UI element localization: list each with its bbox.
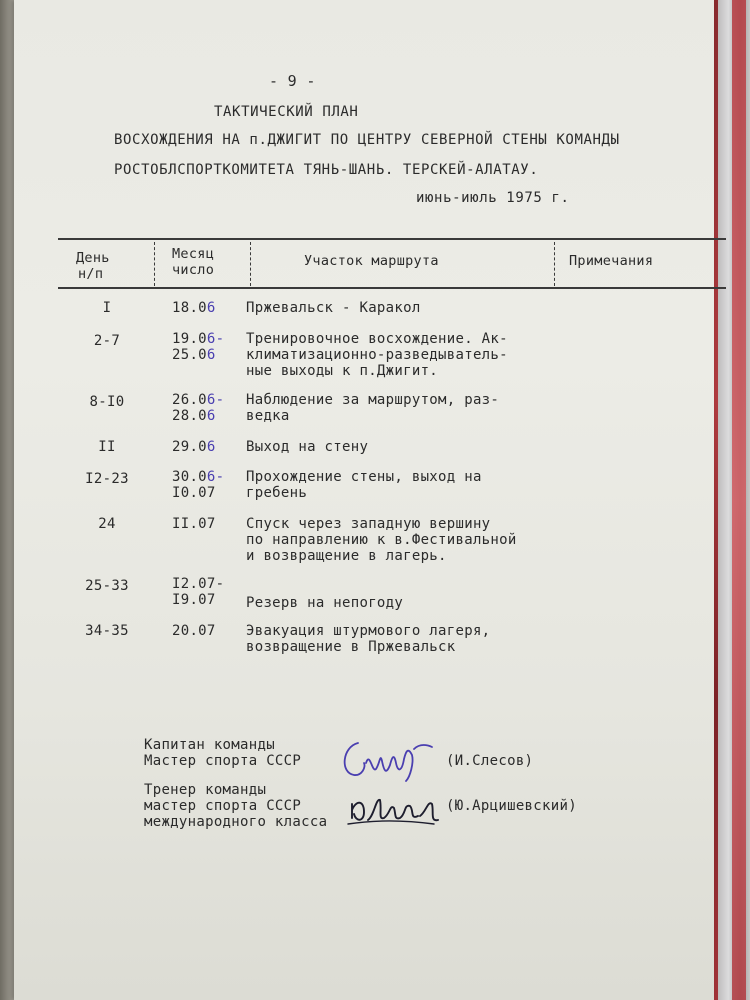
column-separator	[554, 242, 555, 286]
table-row-route: Пржевальск - Каракол	[246, 300, 421, 316]
table-row-day: II	[98, 439, 116, 455]
document-subtitle-line2: РОСТОБЛСПОРТКОМИТЕТА ТЯНЬ-ШАНЬ. ТЕРСКЕЙ-АЛАТАУ.	[114, 162, 539, 178]
table-row-date: 29.06	[172, 439, 216, 455]
table-row-route: возвращение в Пржевальск	[246, 639, 456, 655]
header-route-section: Участок маршрута	[304, 253, 439, 269]
binder-red-strip-outer	[732, 0, 746, 1000]
coach-signature	[344, 790, 444, 830]
table-row-route: ведка	[246, 408, 290, 424]
table-row-date-end: 28.06	[172, 408, 216, 424]
table-row-day: 34-35	[85, 623, 129, 639]
table-row-date: 30.06-	[172, 469, 225, 485]
page-number: - 9 -	[269, 72, 316, 90]
table-row-route: Выход на стену	[246, 439, 369, 455]
table-row-date: 19.06-	[172, 331, 225, 347]
coach-name: (Ю.Арцишевский)	[446, 798, 577, 814]
table-row-route: климатизационно-разведыватель-	[246, 347, 508, 363]
table-row-route: Прохождение стены, выход на	[246, 469, 482, 485]
header-month: Месяц	[172, 246, 215, 262]
table-row-day: I2-23	[85, 471, 129, 487]
header-day: День	[76, 250, 110, 266]
table-row-date-end: I0.07	[172, 485, 216, 501]
table-row-date: I2.07-	[172, 576, 225, 592]
table-row-day: 24	[98, 516, 116, 532]
table-row-route: и возвращение в лагерь.	[246, 548, 447, 564]
coach-class: международного класса	[144, 814, 328, 830]
table-row-route: Тренировочное восхождение. Ак-	[246, 331, 508, 347]
table-row-route: гребень	[246, 485, 308, 501]
table-row-day: 25-33	[85, 578, 129, 594]
document-subtitle-line1: ВОСХОЖДЕНИЯ НА п.ДЖИГИТ ПО ЦЕНТРУ СЕВЕРНОЙ СТЕНЫ КОМАНДЫ	[114, 132, 620, 148]
header-day-sub: н/п	[78, 266, 104, 282]
coach-rank: мастер спорта СССР	[144, 798, 302, 814]
table-row-day: I	[102, 300, 112, 316]
captain-name: (И.Слесов)	[446, 753, 534, 769]
captain-signature	[336, 733, 436, 783]
table-row-date-end: I9.07	[172, 592, 216, 608]
document-date: июнь-июль 1975 г.	[416, 190, 570, 206]
table-row-date: 26.06-	[172, 392, 225, 408]
table-row-date: 18.06	[172, 300, 216, 316]
table-row-day: 2-7	[93, 333, 121, 349]
header-notes: Примечания	[569, 253, 654, 269]
captain-title: Капитан команды	[144, 737, 275, 753]
table-row-date: II.07	[172, 516, 216, 532]
table-row-route: по направлению к в.Фестивальной	[246, 532, 517, 548]
table-header-rule	[58, 287, 726, 289]
table-row-route: Эвакуация штурмового лагеря,	[246, 623, 491, 639]
table-row-route: Наблюдение за маршрутом, раз-	[246, 392, 500, 408]
table-row-route: Резерв на непогоду	[246, 595, 404, 611]
document-page	[14, 0, 714, 1000]
column-separator	[154, 242, 155, 286]
coach-title: Тренер команды	[144, 782, 267, 798]
header-month-sub: число	[172, 262, 215, 278]
table-row-route: Спуск через западную вершину	[246, 516, 491, 532]
table-row-date: 20.07	[172, 623, 216, 639]
table-row-route: ные выходы к п.Джигит.	[246, 363, 439, 379]
table-row-date-end: 25.06	[172, 347, 216, 363]
document-title: ТАКТИЧЕСКИЙ ПЛАН	[214, 104, 359, 120]
table-top-rule	[58, 238, 726, 240]
table-row-day: 8-I0	[89, 394, 125, 410]
column-separator	[250, 242, 251, 286]
captain-rank: Мастер спорта СССР	[144, 753, 302, 769]
